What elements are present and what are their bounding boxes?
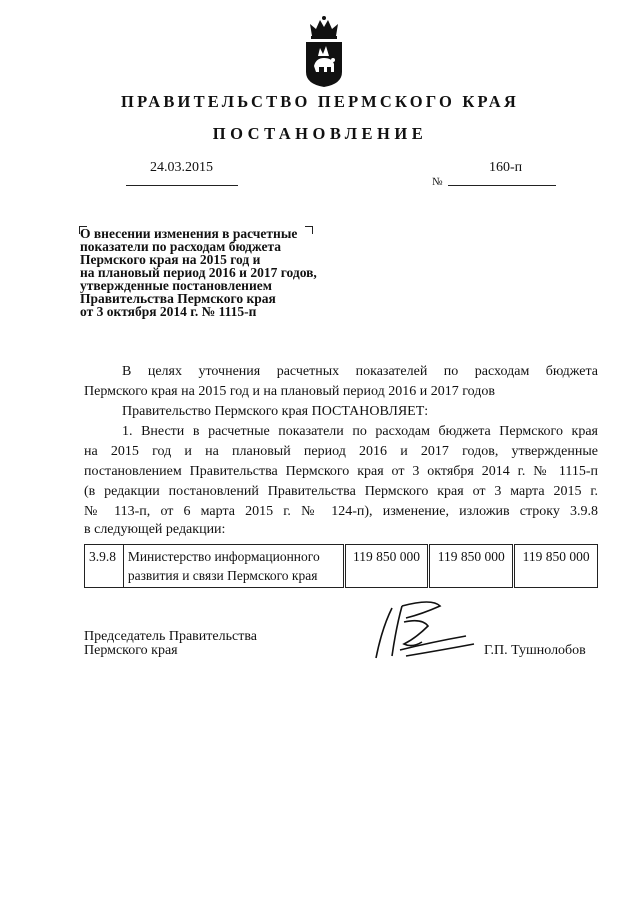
row-value-2015-cell: 119 850 000	[344, 545, 429, 588]
body-paragraph-line: В целях уточнения расчетных показателей по расходам бюджета	[122, 364, 598, 379]
body-paragraph-line: № 113-п, от 6 марта 2015 г. № 124-п), изменение, изложив строку 3.9.8	[84, 504, 598, 519]
document-type-title: ПОСТАНОВЛЕНИЕ	[212, 124, 428, 143]
number-underline	[448, 185, 556, 186]
budget-table	[84, 544, 598, 588]
row-value-2016-cell: 119 850 000	[429, 545, 514, 588]
coat-of-arms-icon	[302, 14, 346, 88]
body-paragraph-line: 1. Внести в расчетные показатели по расходам бюджета Пермского края	[122, 424, 598, 439]
body-paragraph-line: в следующей редакции:	[84, 522, 226, 537]
signer-position-line: Председатель Правительства	[84, 629, 257, 644]
document-date: 24.03.2015	[150, 160, 213, 175]
document-number: 160-п	[489, 160, 523, 175]
subject-line: показатели по расходам бюджета	[80, 239, 282, 254]
signer-name: Г.П. Тушнолобов	[484, 643, 586, 658]
number-sign: №	[432, 176, 443, 188]
row-code-cell: 3.9.8	[85, 545, 124, 588]
subject-line: О внесении изменения в расчетные	[80, 226, 298, 241]
body-paragraph-line: (в редакции постановлений Правительства Пермского края от 3 марта 2015 г.	[84, 484, 598, 499]
handwritten-signature	[362, 598, 482, 668]
row-name-cell: Министерство информационного развития и связи Пермского края	[123, 545, 344, 588]
row-value-2017-cell: 119 850 000	[514, 545, 598, 588]
subject-line: Пермского края на 2015 год и	[80, 252, 261, 267]
subject-line: от 3 октября 2014 г. № 1115-п	[80, 304, 257, 319]
body-paragraph-line: на 2015 год и на плановый период 2016 и 2017 годов, утвержденные	[84, 444, 598, 459]
body-paragraph-line: Пермского края на 2015 год и на плановый период 2016 и 2017 годов	[84, 384, 495, 399]
organization-title: ПРАВИТЕЛЬСТВО ПЕРМСКОГО КРАЯ	[121, 92, 519, 111]
body-paragraph-line: постановлением Правительства Пермского края от 3 октября 2014 г. № 1115-п	[84, 464, 598, 479]
subject-line: на плановый период 2016 и 2017 годов,	[80, 265, 317, 280]
signer-position-line: Пермского края	[84, 643, 178, 658]
document-subject	[80, 227, 370, 318]
date-underline	[126, 185, 238, 186]
table-row	[85, 545, 598, 588]
subject-line: утвержденные постановлением	[80, 278, 272, 293]
resolution-clause: Правительство Пермского края ПОСТАНОВЛЯЕТ:	[122, 404, 429, 419]
subject-line: Правительства Пермского края	[80, 291, 276, 306]
